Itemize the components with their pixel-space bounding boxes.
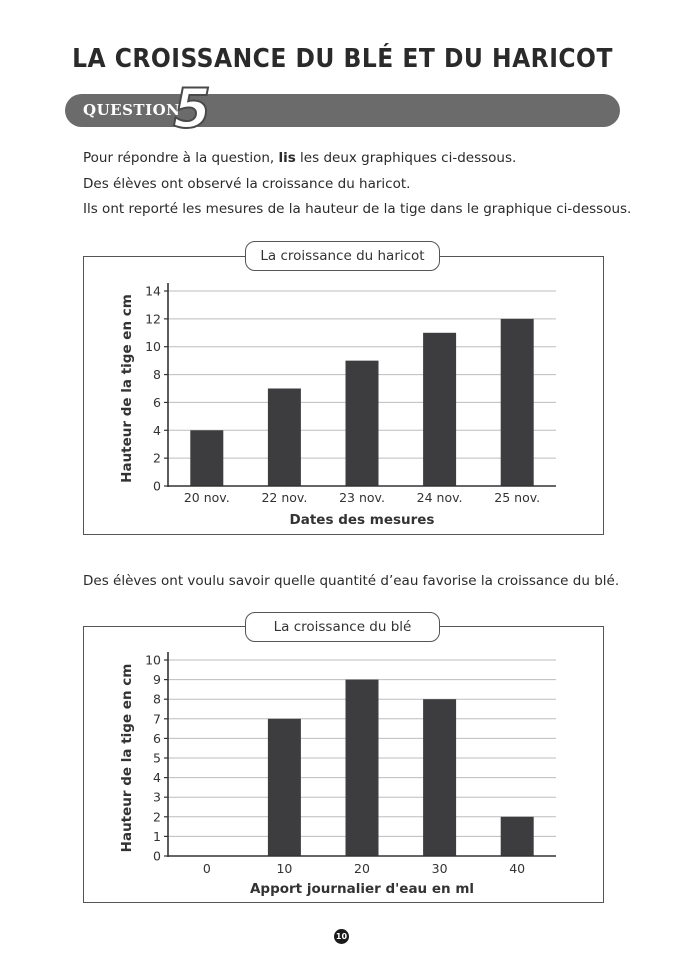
bar	[501, 319, 534, 486]
x-tick-label: 20	[354, 861, 370, 876]
x-tick-label: 10	[276, 861, 293, 876]
x-tick-label: 22 nov.	[261, 490, 308, 505]
haricot-chart	[84, 257, 603, 534]
x-tick-label: 40	[509, 861, 526, 876]
x-tick-label: 23 nov.	[339, 490, 385, 505]
x-tick-label: 0	[202, 861, 211, 876]
y-tick-label: 0	[153, 848, 161, 864]
intro-line-2: Des élèves ont observé la croissance du haricot.	[83, 176, 411, 192]
y-tick-label: 10	[145, 652, 161, 668]
bar	[423, 699, 456, 856]
ble-chart-title: La croissance du blé	[245, 612, 440, 642]
bar	[268, 719, 301, 856]
bar	[346, 361, 379, 486]
bar	[346, 680, 379, 856]
y-axis-label: Hauteur de la tige en cm	[119, 663, 135, 853]
bar	[268, 389, 301, 487]
y-tick-label: 4	[153, 422, 161, 438]
mid-text: Des élèves ont voulu savoir quelle quantité d’eau favorise la croissance du blé.	[83, 573, 620, 589]
y-tick-label: 8	[153, 691, 161, 707]
intro-line-1-bold: lis	[278, 150, 296, 166]
intro-line-1	[83, 150, 516, 166]
haricot-chart-frame	[83, 256, 604, 535]
y-tick-label: 14	[145, 283, 161, 299]
x-tick-label: 20 nov.	[183, 490, 230, 505]
haricot-chart-title: La croissance du haricot	[245, 241, 440, 271]
question-number	[172, 82, 212, 136]
intro-line-1-post: les deux graphiques ci-dessous.	[295, 150, 517, 166]
page-title: LA CROISSANCE DU BLÉ ET DU HARICOT	[72, 44, 613, 74]
y-tick-label: 5	[153, 750, 161, 766]
y-tick-label: 6	[153, 730, 161, 746]
x-tick-label: 30	[431, 861, 448, 876]
ble-chart	[84, 627, 603, 902]
y-tick-label: 12	[145, 311, 161, 327]
x-tick-label: 25 nov.	[494, 490, 541, 505]
y-tick-label: 2	[153, 809, 161, 825]
ble-chart-frame	[83, 626, 604, 903]
y-tick-label: 10	[145, 339, 161, 355]
y-tick-label: 0	[153, 478, 161, 494]
intro-line-3: Ils ont reporté les mesures de la hauteur de la tige dans le graphique ci-dessous.	[83, 201, 632, 217]
y-axis-label: Hauteur de la tige en cm	[119, 294, 135, 483]
y-tick-label: 3	[153, 789, 161, 805]
y-tick-label: 4	[153, 770, 161, 786]
bar	[423, 333, 456, 486]
y-tick-label: 7	[153, 711, 161, 727]
bar	[190, 430, 223, 486]
x-axis-label: Apport journalier d'eau en ml	[249, 881, 475, 897]
page-number: 10	[334, 929, 349, 944]
x-tick-label: 24 nov.	[416, 490, 463, 505]
question-label: QUESTION	[83, 101, 181, 119]
bar	[501, 817, 534, 856]
intro-line-1-pre: Pour répondre à la question,	[83, 150, 279, 166]
y-tick-label: 6	[153, 394, 161, 410]
question-number-text: 5	[173, 82, 211, 136]
x-axis-label: Dates des mesures	[289, 512, 435, 528]
y-tick-label: 1	[153, 828, 161, 844]
y-tick-label: 9	[153, 672, 161, 688]
y-tick-label: 2	[153, 450, 161, 466]
y-tick-label: 8	[153, 367, 161, 383]
